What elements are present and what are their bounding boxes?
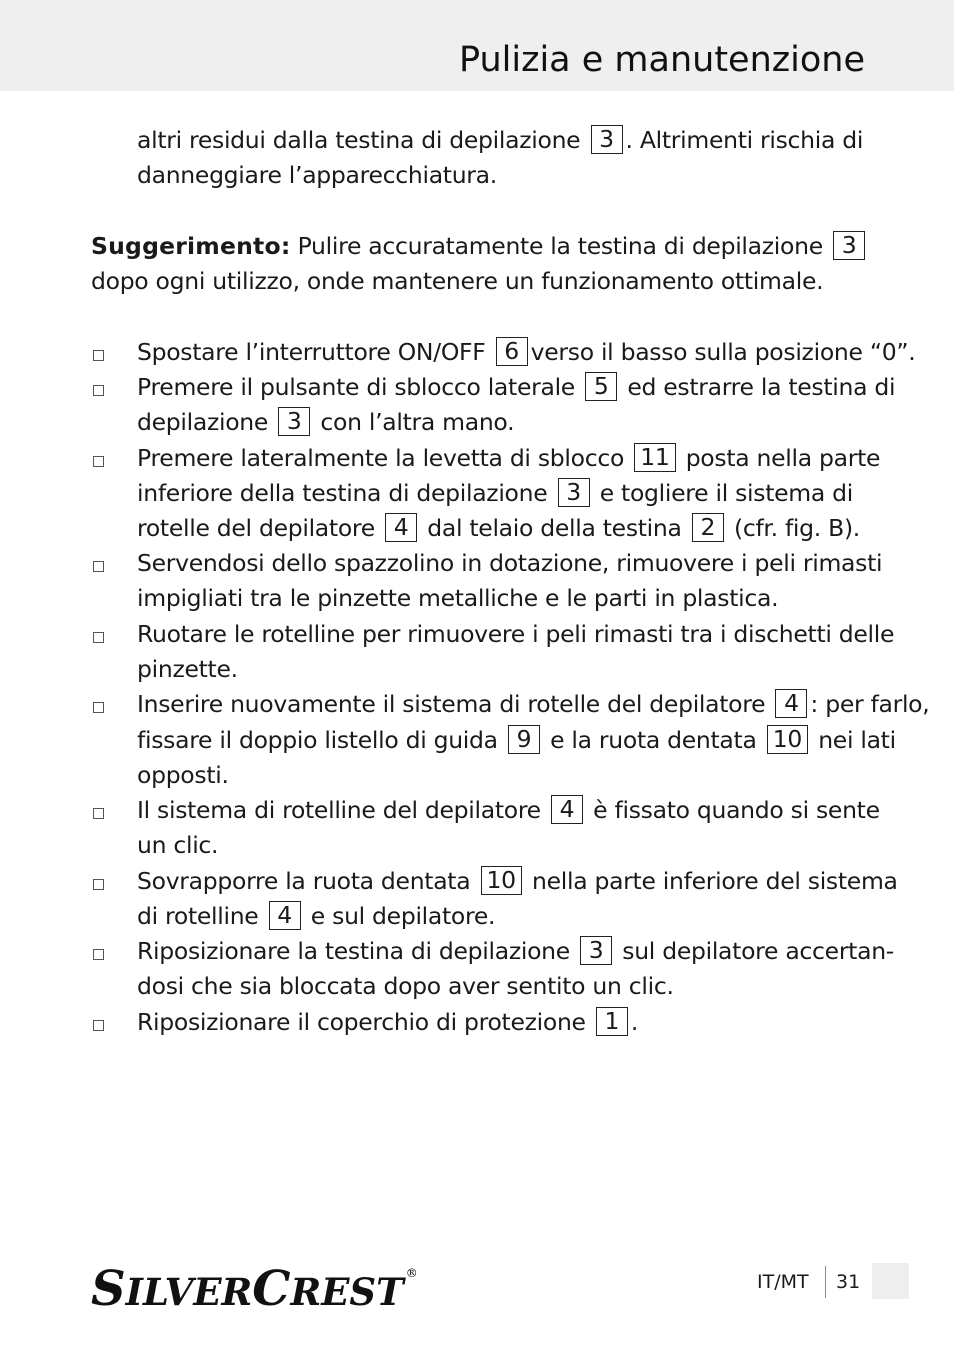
step-5-line-2: pinzette. xyxy=(137,655,238,683)
step-8-line-1: Sovrapporre la ruota dentata 10 nella parte inferiore del sistema xyxy=(137,866,898,895)
step-6-line-2: fissare il doppio listello di guida 9 e la ruota dentata 10 nei lati xyxy=(137,725,896,754)
footer-divider xyxy=(825,1266,826,1298)
step-7-line-1: Il sistema di rotelline del depilatore 4 è fissato quando si sente xyxy=(137,795,880,824)
step-3-line-2: inferiore della testina di depilazione 3 e togliere il sistema di xyxy=(137,478,853,507)
step-2-line-1: Premere il pulsante di sblocco laterale 5 ed estrarre la testina di xyxy=(137,372,896,401)
intro-line-1: altri residui dalla testina di depilazione 3 . Altrimenti rischia di xyxy=(137,125,864,154)
bullet-icon xyxy=(93,949,104,960)
ref-number: 11 xyxy=(634,443,675,472)
ref-number: 4 xyxy=(385,513,417,542)
bullet-icon xyxy=(93,350,104,361)
footer-tab-marker xyxy=(872,1263,909,1299)
page-number: 31 xyxy=(836,1271,861,1293)
ref-number: 5 xyxy=(585,372,617,401)
ref-number: 10 xyxy=(767,725,808,754)
ref-number: 3 xyxy=(833,231,865,260)
tip-label: Suggerimento: xyxy=(91,232,291,260)
bullet-icon xyxy=(93,1020,104,1031)
ref-number: 3 xyxy=(558,478,590,507)
step-9-line-1: Riposizionare la testina di depilazione 3 sul depilatore accertan- xyxy=(137,936,894,965)
bullet-icon xyxy=(93,702,104,713)
language-code: IT/MT xyxy=(757,1271,809,1293)
ref-number: 6 xyxy=(496,337,528,366)
ref-number: 4 xyxy=(551,795,583,824)
silvercrest-logo: SILVERCREST ® xyxy=(91,1261,418,1317)
page-header xyxy=(0,0,954,91)
page-title: Pulizia e manutenzione xyxy=(458,40,865,80)
step-10-line-1: Riposizionare il coperchio di protezione 1 . xyxy=(137,1007,639,1036)
step-3-line-1: Premere lateralmente la levetta di sblocco 11 posta nella parte xyxy=(137,443,881,472)
tip-line-1: Suggerimento: Pulire accuratamente la testina di depilazione 3 xyxy=(91,229,868,264)
step-4-line-2: impigliati tra le pinzette metalliche e le parti in plastica. xyxy=(137,584,779,612)
bullet-icon xyxy=(93,879,104,890)
step-7-line-2: un clic. xyxy=(137,831,219,859)
bullet-icon xyxy=(93,632,104,643)
step-4-line-1: Servendosi dello spazzolino in dotazione, rimuovere i peli rimasti xyxy=(137,549,883,577)
ref-number: 9 xyxy=(508,725,540,754)
step-8-line-2: di rotelline 4 e sul depilatore. xyxy=(137,901,496,930)
step-9-line-2: dosi che sia bloccata dopo aver sentito un clic. xyxy=(137,972,674,1000)
step-6-line-3: opposti. xyxy=(137,761,229,789)
bullet-icon xyxy=(93,456,104,467)
ref-number: 10 xyxy=(481,866,522,895)
bullet-icon xyxy=(93,385,104,396)
step-1-line-1: Spostare l’interruttore ON/OFF 6 verso il basso sulla posizione “0”. xyxy=(137,337,916,366)
intro-line-2: danneggiare l’apparecchiatura. xyxy=(137,161,497,189)
step-5-line-1: Ruotare le rotelline per rimuovere i peli rimasti tra i dischetti delle xyxy=(137,620,895,648)
step-3-line-3: rotelle del depilatore 4 dal telaio della testina 2 (cfr. fig. B). xyxy=(137,513,860,542)
bullet-icon xyxy=(93,808,104,819)
tip-line-2: dopo ogni utilizzo, onde mantenere un funzionamento ottimale. xyxy=(91,267,824,295)
ref-number: 3 xyxy=(580,936,612,965)
ref-number: 3 xyxy=(591,125,623,154)
ref-number: 2 xyxy=(692,513,724,542)
ref-number: 4 xyxy=(775,689,807,718)
step-2-line-2: depilazione 3 con l’altra mano. xyxy=(137,407,515,436)
ref-number: 4 xyxy=(269,901,301,930)
bullet-icon xyxy=(93,561,104,572)
ref-number: 3 xyxy=(278,407,310,436)
ref-number: 1 xyxy=(596,1007,628,1036)
step-6-line-1: Inserire nuovamente il sistema di rotelle del depilatore 4 : per farlo, xyxy=(137,689,930,718)
